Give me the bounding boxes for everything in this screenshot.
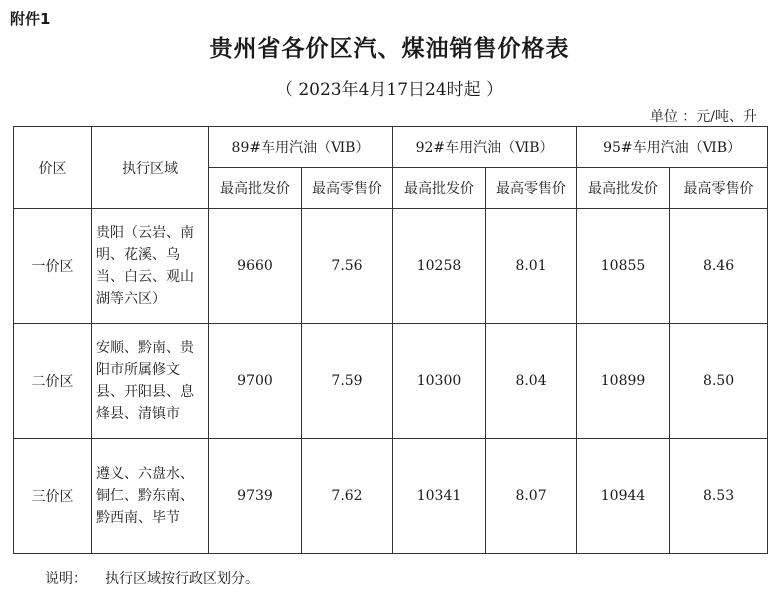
page-title: 贵州省各价区汽、煤油销售价格表 [209,36,570,62]
table-row [14,209,768,324]
header-retail: 最高零售价 [486,168,577,209]
unit-label: 单位 ：元/吨、升 [649,109,757,125]
price-table [13,126,768,554]
footnote-label: 说明： [45,571,87,587]
wholesale-95-cell: 10944 [577,439,670,554]
zone-cell: 一价区 [14,209,92,324]
retail-92-cell: 8.01 [486,209,577,324]
retail-95-cell: 8.50 [670,324,768,439]
zone-cell: 二价区 [14,324,92,439]
header-row-1 [14,127,768,168]
header-wholesale: 最高批发价 [209,168,302,209]
wholesale-92-cell: 10341 [393,439,486,554]
header-fuel-89: 89#车用汽油（ⅥB） [209,127,393,168]
retail-95-cell: 8.46 [670,209,768,324]
wholesale-89-cell: 9700 [209,324,302,439]
wholesale-89-cell: 9739 [209,439,302,554]
region-cell: 遵义、六盘水、铜仁、黔东南、黔西南、毕节 [92,439,209,554]
wholesale-92-cell: 10258 [393,209,486,324]
header-wholesale: 最高批发价 [393,168,486,209]
retail-92-cell: 8.07 [486,439,577,554]
retail-95-cell: 8.53 [670,439,768,554]
table-row [14,439,768,554]
retail-89-cell: 7.62 [302,439,393,554]
header-retail: 最高零售价 [302,168,393,209]
header-wholesale: 最高批发价 [577,168,670,209]
header-fuel-95: 95#车用汽油（ⅥB） [577,127,768,168]
wholesale-95-cell: 10855 [577,209,670,324]
wholesale-95-cell: 10899 [577,324,670,439]
zone-cell: 三价区 [14,439,92,554]
retail-89-cell: 7.56 [302,209,393,324]
region-cell: 安顺、黔南、贵阳市所属修文县、开阳县、息烽县、清镇市 [92,324,209,439]
effective-date: （ 2023年4月17日24时起 ） [275,80,504,100]
attachment-label: 附件1 [10,10,51,28]
wholesale-92-cell: 10300 [393,324,486,439]
footnote [45,568,277,588]
retail-92-cell: 8.04 [486,324,577,439]
retail-89-cell: 7.59 [302,324,393,439]
header-fuel-92: 92#车用汽油（ⅥB） [393,127,577,168]
table-row [14,324,768,439]
footnote-text: 执行区域按行政区划分。 [105,571,259,587]
header-zone: 价区 [14,127,92,209]
header-region: 执行区域 [92,127,209,209]
wholesale-89-cell: 9660 [209,209,302,324]
header-retail: 最高零售价 [670,168,768,209]
region-cell: 贵阳（云岩、南明、花溪、乌当、白云、观山湖等六区） [92,209,209,324]
